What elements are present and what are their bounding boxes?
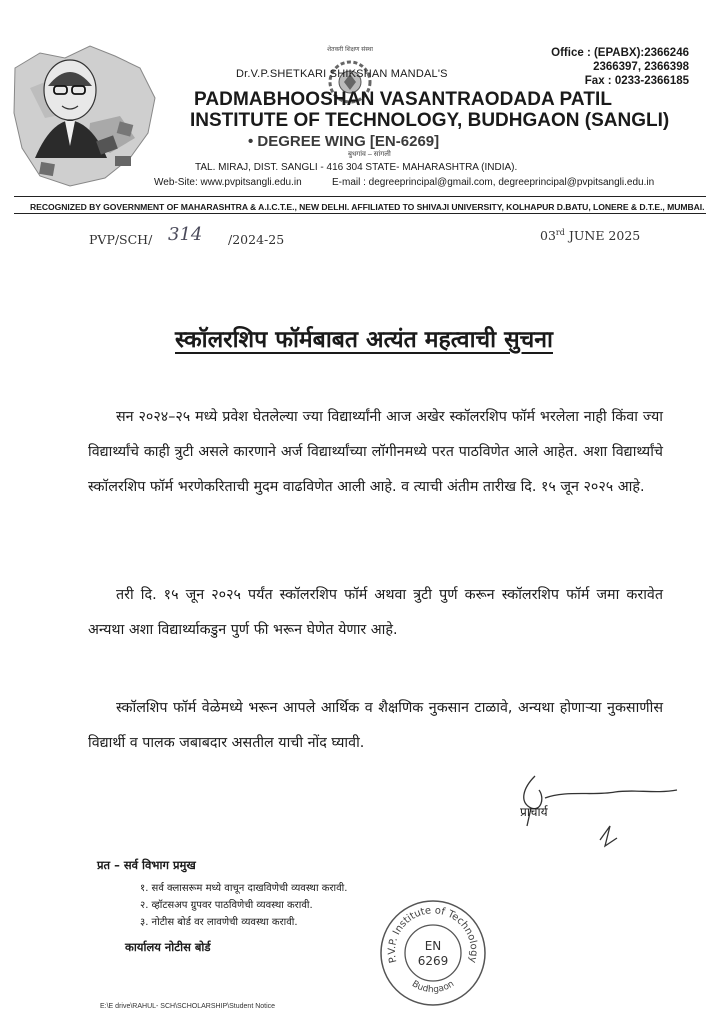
notice-title: [0, 322, 728, 354]
svg-text:P.V.P. Institute of Technology: P.V.P. Institute of Technology: [386, 905, 480, 964]
copy-to-heading: प्रत – सर्व विभाग प्रमुख: [97, 858, 196, 872]
mandal-name: Dr.V.P.SHETKARI SHIKSHAN MANDAL'S: [236, 68, 448, 80]
principal-designation: प्राचार्य: [520, 805, 548, 819]
file-path-footer: E:\E drive\RAHUL- SCH\SCHOLARSHIP\Student Notice: [100, 1003, 276, 1010]
date-month-year: JUNE 2025: [564, 228, 641, 244]
office-contact-block: [543, 46, 689, 88]
svg-text:Budhgaon: Budhgaon: [409, 979, 457, 996]
office-notice-board: कार्यालय नोटीस बोर्ड: [125, 940, 211, 954]
founder-portrait-logo: [10, 28, 160, 193]
institute-address: TAL. MIRAJ, DIST. SANGLI - 416 304 STATE- MAHARASHTRA (INDIA).: [195, 162, 518, 173]
institute-website: Web-Site: www.pvpitsangli.edu.in: [154, 177, 302, 188]
office-phone-line2: 2366397, 2366398: [593, 61, 689, 73]
institute-name-line2: INSTITUTE OF TECHNOLOGY, BUDHGAON (SANGLI): [190, 110, 670, 131]
office-phone-line1: Office : (EPABX):2366246: [551, 47, 689, 59]
notice-paragraph-2: तरी दि. १५ जून २०२५ पर्यंत स्कॉलरशिप फॉर्म अथवा त्रुटी पुर्ण करून स्कॉलरशिप फॉर्म जमा करावेत अन्यथा अशा विद्यार्थ्याकडुन पुर्ण फी भरून घेणेत येणार आहे.: [88, 587, 663, 638]
date-suffix: rd: [555, 228, 565, 237]
institute-email: E-mail : degreeprincipal@gmail.com, degreeprincipal@pvpitsangli.edu.in: [332, 177, 655, 188]
svg-text:6269: 6269: [417, 954, 449, 968]
list-item: २. व्हॉटसअप ग्रुपवर पाठविणेची व्यवस्था करावी.: [140, 900, 313, 911]
list-item: ३. नोटीस बोर्ड वर लावणेची व्यवस्था करावी.: [140, 917, 298, 928]
institute-name-line1: PADMABHOOSHAN VASANTRAODADA PATIL: [194, 89, 613, 110]
reference-number-handwritten: 314: [168, 224, 203, 245]
notice-title-text: स्कॉलरशिप फॉर्मबाबत अत्यंत महत्वाची सुचना: [175, 327, 553, 353]
svg-text:EN: EN: [424, 939, 442, 953]
list-item: १. सर्व क्लासरूम मध्ये वाचून दाखविणेची व्यवस्था करावी.: [140, 883, 348, 894]
reference-year: /2024-25: [228, 232, 285, 247]
copy-instructions-list: [140, 880, 347, 931]
recognition-statement: RECOGNIZED BY GOVERNMENT OF MAHARASHTRA & A.I.C.T.E., NEW DELHI. AFFILIATED TO SHIVAJI UNIVERSITY, KOLHAPUR D.BATU, LONERE & D.T.E., MUMBAI.: [30, 202, 705, 212]
institute-round-stamp: [378, 898, 488, 1008]
notice-paragraph-3: स्कॉलशिप फॉर्म वेळेमध्ये भरून आपले आर्थिक व शैक्षणिक नुकसान टाळावे, अन्यथा होणाऱ्या नुकसाणीस विद्यार्थी व पालक जबाबदार असतील याची नोंद घ्यावी.: [88, 700, 663, 751]
emblem-caption: बुधगांव – सांगली: [348, 151, 391, 158]
date-day: 03: [540, 228, 556, 244]
svg-text:शेतकरी शिक्षण संस्था: शेतकरी शिक्षण संस्था: [327, 46, 373, 53]
header-divider-top: [14, 196, 706, 197]
notice-date: [540, 228, 640, 243]
reference-prefix: PVP/SCH/: [89, 232, 153, 247]
degree-wing-code: • DEGREE WING [EN-6269]: [248, 133, 440, 150]
notice-paragraph-1: सन २०२४–२५ मध्ये प्रवेश घेतलेल्या ज्या विद्यार्थ्यांनी आज अखेर स्कॉलरशिप फॉर्म भरलेला नाही किंवा ज्या विद्यार्थ्यांचे काही त्रुटी असले कारणाने अर्ज विद्यार्थ्यांच्या लॉगीनमध्ये परत पाठविणेत आले आहेत. अशा विद्यार्थ्यांचे स्कॉलरशिप फॉर्म भरणेकरिताची मुदम वाढविणेत आली आहे. व त्याची अंतीम तारीख दि. १५ जून २०२५ आहे.: [88, 409, 663, 495]
header-divider-bottom: [14, 213, 706, 214]
office-fax-line: Fax : 0233-2366185: [584, 75, 689, 87]
